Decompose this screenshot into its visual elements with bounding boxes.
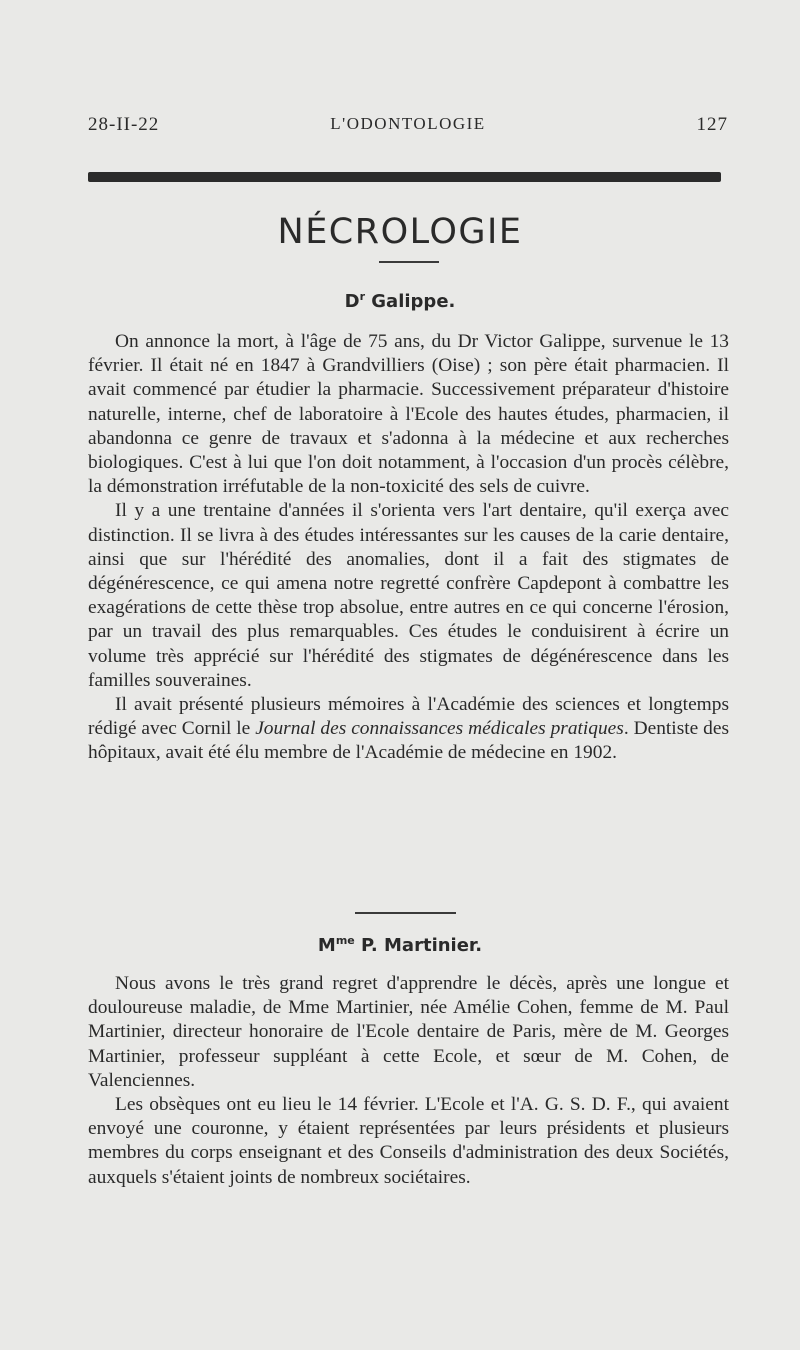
header-divider <box>88 172 721 182</box>
obituary-text-galippe <box>88 330 729 766</box>
heading-superscript: r <box>359 290 366 303</box>
heading-prefix: D <box>344 291 360 312</box>
paragraph: Il y a une trentaine d'années il s'orienta vers l'art dentaire, qu'il exerça avec distinction. Il se livra à des études intéressantes sur les causes de la carie dentaire, ainsi que sur l'hérédité des anomalies, dont il a fait des stigmates de dégénérescence, ce qui amena notre regretté confrère Capdepont à combattre les exagérations de cette thèse trop absolue, entre autres en ce qui concerne l'érosion, par un travail des plus remarquables. Ces études le conduisirent à écrire un volume très apprécié sur l'hérédité des stigmates de dégénérescence dans les familles souveraines. <box>88 500 729 691</box>
heading-name: P. Martinier. <box>354 935 483 956</box>
section-title: NÉCROLOGIE <box>277 212 523 252</box>
obituary-text-martinier <box>88 972 729 1190</box>
paragraph: Nous avons le très grand regret d'apprendre le décès, après une longue et douloureuse maladie, de Mme Martinier, née Amélie Cohen, femme de M. Paul Martinier, directeur honoraire de l'Ecole dentaire de Paris, mère de M. Georges Martinier, professeur suppléant à cette Ecole, et sœur de M. Cohen, de Valenciennes. <box>88 973 729 1091</box>
paragraph-text: Il avait présenté plusieurs mémoires à l'Académie des sciences et longtemps rédigé avec Cornil le <box>88 694 729 740</box>
entry-divider <box>355 912 456 914</box>
paragraph: On annonce la mort, à l'âge de 75 ans, du Dr Victor Galippe, survenue le 13 février. Il était né en 1847 à Grandvilliers (Oise) ; son père était pharmacien. Il avait commencé par étudier la pharmacie. Successivement préparateur d'histoire naturelle, interne, chef de laboratoire à l'Ecole des hautes études, pharmacien, il abandonna ce genre de travaux et s'adonna à la médecine et aux recherches biologiques. C'est à lui que l'on doit notamment, à l'occasion d'un procès célèbre, la démonstration irréfutable de la non-toxicité des sels de cuivre. <box>88 331 729 498</box>
journal-title-italic: Journal des connaissances médicales pratiques <box>255 718 624 740</box>
heading-name: Galippe. <box>365 291 456 312</box>
title-divider <box>379 261 439 263</box>
paragraph-text: . Dentiste des hôpitaux, avait été élu membre de l'Académie de médecine en 1902. <box>88 718 729 764</box>
paragraph <box>88 693 729 766</box>
heading-prefix: M <box>317 935 336 956</box>
heading-superscript: me <box>335 934 355 947</box>
issue-date: 28-II-22 <box>88 114 160 135</box>
running-header <box>88 114 728 138</box>
obituary-heading-martinier <box>0 934 800 956</box>
obituary-heading-galippe <box>0 290 800 312</box>
journal-title: L'ODONTOLOGIE <box>330 114 486 133</box>
page-number: 127 <box>696 114 728 135</box>
paragraph: Les obsèques ont eu lieu le 14 février. L'Ecole et l'A. G. S. D. F., qui avaient envoyé une couronne, y étaient représentées par leurs présidents et plusieurs membres du corps enseignant et des Conseils d'administration des deux Sociétés, auxquels s'étaient joints de nombreux sociétaires. <box>88 1094 729 1188</box>
